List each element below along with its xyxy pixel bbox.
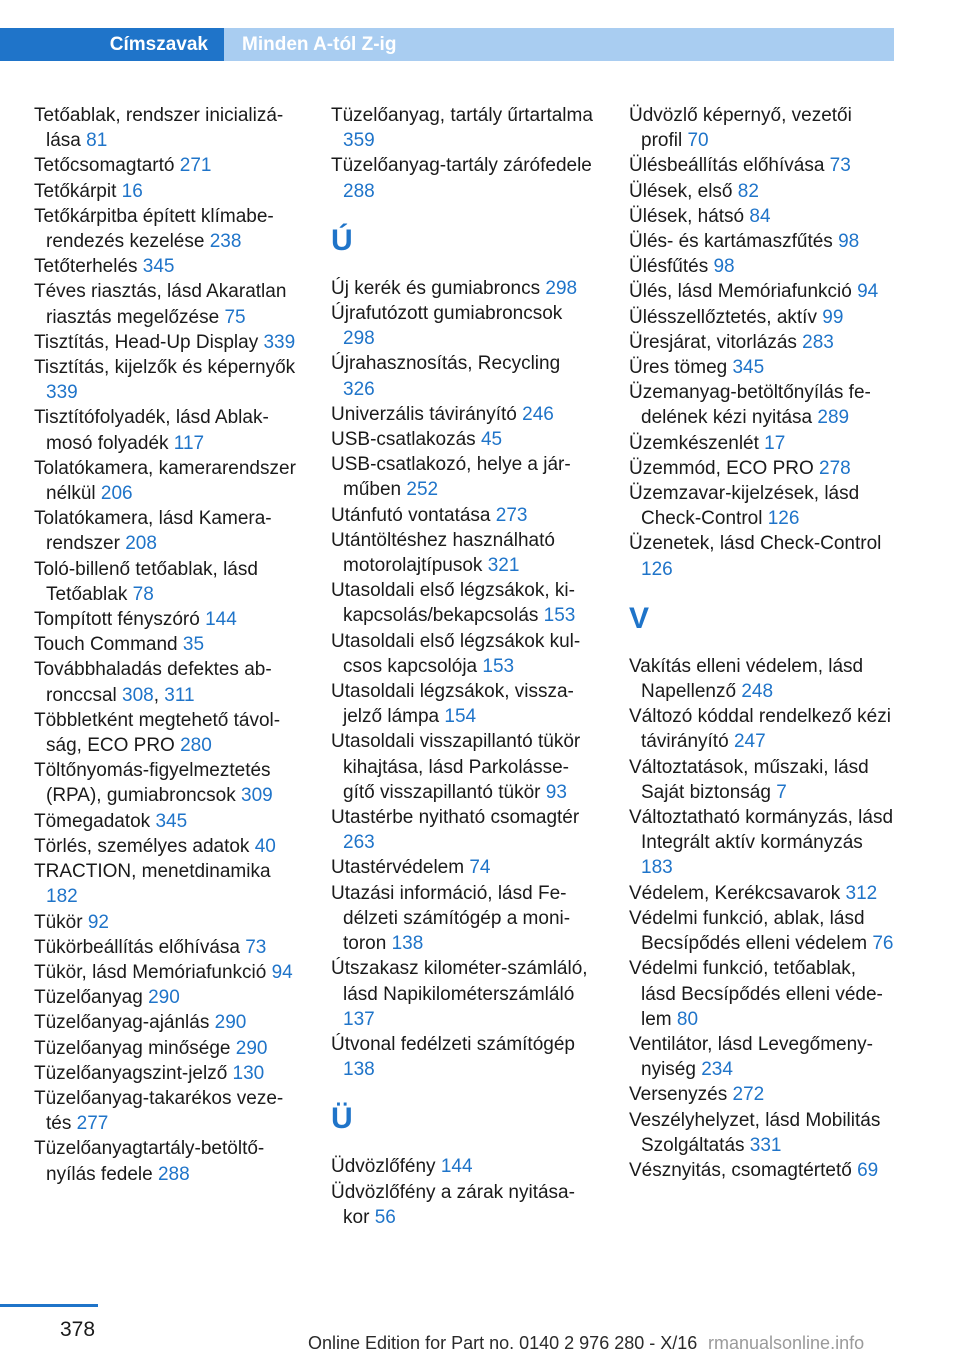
index-entry-text: Tisztítófolyadék, lásd Ablakmosó folyadék [34, 407, 269, 454]
index-entry-text: Új kerék és gumiabroncs [331, 277, 546, 299]
index-entry-text: Utántöltéshez használható motorolajtípusok [331, 529, 555, 577]
index-entry [331, 503, 593, 528]
index-entry [629, 254, 895, 279]
index-entry [331, 276, 593, 301]
page-link[interactable]: 153 [543, 605, 576, 627]
index-entry-text: Változó kóddal rendelkező kézi távirányító [629, 706, 891, 753]
index-entry-text: Üdvözlőfény a zárak nyitásakor [331, 1181, 575, 1228]
index-entry [331, 427, 593, 452]
index-entry-text: Tömegadatok [34, 810, 156, 832]
index-entry-text: Üzemzavar-kijelzések, lásd Check-Control [629, 483, 860, 530]
index-entry-text: USB-csatlakozó, helye a járműben [331, 454, 571, 501]
page-link[interactable]: 182 [46, 886, 78, 908]
index-entry [331, 578, 593, 628]
page-link[interactable]: 271 [179, 155, 212, 177]
page-link[interactable]: 144 [205, 609, 237, 631]
index-entry-text: Tükörbeállítás előhívása [34, 936, 246, 958]
index-entry [629, 456, 895, 481]
index-entry [34, 557, 296, 607]
index-entry-text: Tüzelőanyag, tartály űrtartalma [331, 105, 593, 126]
index-entry [331, 153, 593, 203]
page-link[interactable]: 308 [122, 684, 154, 706]
index-entry [629, 481, 895, 531]
tab-keywords[interactable]: Címszavak [0, 28, 224, 61]
page-link[interactable]: 277 [76, 1113, 109, 1135]
index-entry [331, 956, 593, 1032]
page-link[interactable]: 290 [235, 1037, 268, 1059]
index-entry [34, 1086, 296, 1136]
index-entry [629, 179, 895, 204]
index-entry [331, 528, 593, 578]
page-link[interactable]: 247 [733, 731, 766, 753]
index-entry-text: Újrahasznosítás, Recycling [331, 353, 561, 375]
index-entry [331, 452, 593, 502]
page-link[interactable]: 84 [749, 205, 771, 227]
index-entry-text: Vakítás elleni védelem, lásd Napellenző [629, 655, 864, 703]
page-link[interactable]: 290 [148, 987, 180, 1009]
page-link[interactable]: 290 [214, 1012, 247, 1034]
index-entry-text: Utánfutó vontatása [331, 504, 496, 526]
page-link[interactable]: 154 [444, 706, 477, 728]
page-link[interactable]: 7 [776, 781, 787, 803]
index-entry-text: Üzenetek, lásd Check-Control [629, 533, 882, 555]
index-entry-text: Törlés, személyes adatok [34, 835, 255, 857]
index-entry-text: Üdvözlő képernyő, vezetői profil [629, 105, 852, 152]
index-entry [34, 1036, 296, 1061]
index-entry-text: Tetőkárpitba épített klímaberendezés kezelése [34, 205, 274, 253]
index-entry [629, 279, 895, 304]
page-link[interactable]: 70 [687, 130, 709, 152]
index-entry [629, 229, 895, 254]
index-entry [629, 881, 895, 906]
index-entry-text: Utastérbe nyitható csomagtér [331, 807, 580, 829]
page-link[interactable]: 74 [469, 857, 491, 879]
index-entry [629, 755, 895, 805]
index-entry-text: Üres tömeg [629, 357, 733, 379]
index-entry-text: Tetőablak, rendszer inicializálása [34, 105, 284, 152]
index-entry-text: Tolatókamera, kamerarendszer nélkül [34, 457, 296, 505]
page-link[interactable]: 339 [263, 331, 296, 353]
page-link[interactable]: 238 [209, 231, 242, 253]
index-entry [629, 1158, 895, 1183]
index-entry [34, 330, 296, 355]
section-letter: Ú [331, 223, 353, 257]
page-link[interactable]: 331 [749, 1134, 782, 1156]
page-link[interactable]: 263 [343, 832, 375, 854]
index-entry [629, 355, 895, 380]
watermark-text: rmanualsonline.info [708, 1333, 865, 1353]
index-entry-text: Tetőcsomagtartó [34, 155, 180, 177]
index-entry [331, 1032, 593, 1082]
page-link[interactable]: 283 [802, 331, 834, 353]
index-entry [34, 254, 296, 279]
index-entry-text: TRACTION, menetdinamika [34, 861, 271, 883]
index-entry-text: Ülésbeállítás előhívása [629, 155, 830, 177]
index-entry-text: Versenyzés [629, 1084, 733, 1106]
index-entry [629, 431, 895, 456]
index-entry [629, 380, 895, 430]
section-letter: V [629, 601, 650, 635]
page-link[interactable]: 56 [374, 1206, 396, 1228]
index-entry [331, 402, 593, 427]
index-entry-text: Tüzelőanyag [34, 987, 149, 1009]
page-link[interactable]: 138 [343, 1059, 375, 1081]
tab-a-to-z[interactable]: Minden A-tól Z-ig [224, 28, 894, 61]
page-link[interactable]: 126 [767, 508, 800, 530]
index-entry-text: Ülésszellőztetés, aktív [629, 306, 823, 328]
index-entry-text: Téves riasztás, lásd Akaratlan riasztás megelőzése [34, 281, 287, 328]
page-link[interactable]: 73 [245, 936, 267, 958]
index-entry-text: Tisztítás, Head-Up Display [34, 331, 264, 353]
page-link[interactable]: 76 [872, 933, 894, 955]
index-entry [629, 1082, 895, 1107]
page-link[interactable]: 138 [391, 933, 424, 955]
index-entry [34, 355, 296, 405]
footer-rule [0, 1304, 98, 1307]
index-entry [34, 859, 296, 909]
page-link[interactable]: 288 [343, 180, 375, 202]
index-entry [629, 1032, 895, 1082]
index-entry [34, 708, 296, 758]
index-entry-text: Vésznyitás, csomagtértető [629, 1159, 858, 1181]
page-link[interactable]: 298 [343, 328, 375, 350]
page-link[interactable]: 246 [522, 403, 554, 425]
index-entry [34, 910, 296, 935]
index-entry-text: USB-csatlakozás [331, 429, 481, 451]
index-entry-text: Tetőkárpit [34, 180, 122, 202]
page-link[interactable]: 280 [180, 735, 212, 757]
index-entry [629, 906, 895, 956]
index-entry-text: Üresjárat, vitorlázás [629, 331, 803, 353]
index-entry-text: Tüzelőanyag minősége [34, 1037, 236, 1059]
index-entry [629, 1108, 895, 1158]
index-entry [34, 834, 296, 859]
index-entry [331, 729, 593, 805]
page-link[interactable]: 183 [641, 857, 673, 879]
page-link[interactable]: 206 [100, 483, 133, 505]
page-link[interactable]: 16 [121, 180, 143, 202]
page-link[interactable]: 92 [87, 911, 109, 933]
page-link[interactable]: 80 [676, 1008, 699, 1030]
page-link[interactable]: 288 [157, 1163, 190, 1185]
index-entry-text: Védelmi funkció, ablak, lásd Becsípődés elleni védelem [629, 907, 873, 955]
index-entry-text: Továbbhaladás defektes abronccsal [34, 659, 272, 706]
header-tabs [0, 28, 894, 61]
index-entry [34, 456, 296, 506]
index-entry-text: Többletként megtehető távolság, ECO PRO [34, 709, 281, 757]
index-entry-text: Ülések, első [629, 180, 738, 202]
index-entry [331, 103, 593, 153]
index-entry [629, 204, 895, 229]
page-link[interactable]: 73 [829, 155, 851, 177]
page-link[interactable]: 345 [155, 810, 188, 832]
page-link[interactable]: 278 [819, 457, 851, 479]
index-entry [34, 960, 296, 985]
page-link[interactable]: 98 [713, 256, 735, 278]
index-column-1 [34, 103, 296, 1187]
index-entry-text: Toló-billenő tetőablak, lásd Tetőablak [34, 558, 258, 605]
index-entry-text: Tükör, lásd Memóriafunkció [34, 961, 272, 983]
page-link[interactable]: 82 [737, 180, 759, 202]
page-link[interactable]: 326 [343, 378, 375, 400]
index-entry [331, 1180, 593, 1230]
page-link[interactable]: 99 [822, 306, 844, 328]
page-link[interactable]: 78 [132, 583, 154, 605]
index-entry [629, 305, 895, 330]
index-entry [331, 351, 593, 401]
page-link[interactable]: 289 [817, 407, 850, 429]
index-entry-text: Utasoldali visszapillantó tükör kihajtása, lásd Parkolássegítő visszapillantó tükör [331, 731, 581, 803]
index-entry-text: Üzemanyag-betöltőnyílás fedelének kézi nyitása [629, 382, 871, 429]
page-link[interactable]: 311 [164, 684, 195, 706]
page-link[interactable]: 153 [482, 655, 515, 677]
index-entry-text: Ülések, hátsó [629, 205, 750, 227]
page-link[interactable]: 234 [701, 1059, 733, 1081]
index-entry: Továbbhaladás defektes abronccsal 308, 311 [34, 659, 272, 706]
index-entry-text: Utastérvédelem [331, 857, 470, 879]
index-entry-text: Változtatások, műszaki, lásd Saját biztonság [629, 756, 869, 803]
index-entry-text: Ülés, lásd Memóriafunkció [629, 281, 858, 303]
page-link[interactable]: 130 [232, 1062, 265, 1084]
page-link[interactable]: 81 [86, 130, 108, 152]
index-entry-text: Üzemmód, ECO PRO [629, 457, 820, 479]
index-entry-text: Üdvözlőfény [331, 1156, 441, 1178]
index-entry [629, 330, 895, 355]
index-entry-text: Útszakasz kilométer-számláló, lásd Napikilométerszámláló [331, 958, 588, 1005]
index-entry-text: Tüzelőanyag-takarékos vezetés [34, 1087, 284, 1135]
index-entry [629, 805, 895, 881]
page-link[interactable]: 273 [495, 504, 528, 526]
index-entry-text: Védelem, Kerékcsavarok [629, 882, 846, 904]
index-entry [34, 103, 296, 153]
index-entry [34, 809, 296, 834]
page-link[interactable]: 93 [545, 781, 567, 803]
page-link[interactable]: 117 [173, 432, 205, 454]
index-entry [629, 531, 895, 581]
index-entry-text: Ülés- és kartámaszfűtés [629, 231, 839, 253]
index-entry [629, 956, 895, 1032]
index-entry-text: Útvonal fedélzeti számítógép [331, 1033, 575, 1055]
index-entry-text: Tüzelőanyagtartály-betöltőnyílás fedele [34, 1138, 265, 1185]
page-number: 378 [60, 1318, 96, 1341]
index-entry-text: Ülésfűtés [629, 256, 714, 278]
index-entry [34, 179, 296, 204]
page-link[interactable]: 359 [343, 130, 375, 152]
page-link[interactable]: 137 [343, 1008, 375, 1030]
index-entry [34, 632, 296, 657]
index-entry-text: Tisztítás, kijelzők és képernyők [34, 357, 296, 379]
index-entry-text: Tompított fényszóró [34, 609, 206, 631]
page-link[interactable]: 17 [764, 432, 786, 454]
index-entry [34, 279, 296, 329]
index-entry [331, 805, 593, 855]
page-link[interactable]: 345 [732, 357, 765, 379]
page-link[interactable]: 94 [857, 281, 879, 303]
index-entry [629, 153, 895, 178]
index-entry-text: Tetőterhelés [34, 256, 143, 278]
index-entry-text: Tüzelőanyag-tartály zárófedele [331, 155, 592, 177]
index-entry-text: Változtatható kormányzás, lásd Integrált aktív kormányzás [629, 807, 894, 854]
page-link[interactable]: 45 [480, 429, 503, 451]
index-entry [34, 1061, 296, 1086]
index-entry-text: Utasoldali első légzsákok, kikapcsolás/bekapcsolás [331, 580, 575, 627]
section-letter: Ü [331, 1102, 353, 1136]
page-link[interactable]: 248 [741, 681, 774, 703]
index-entry-text: Utasoldali légzsákok, visszajelző lámpa [331, 681, 574, 728]
index-entry-text: Tolatókamera, lásd Kamerarendszer [34, 508, 272, 555]
index-entry [34, 607, 296, 632]
index-entry-text: Ventilátor, lásd Levegőmenynyiség [629, 1033, 873, 1081]
index-entry [34, 405, 296, 455]
index-entry [34, 204, 296, 254]
index-entry [331, 1154, 593, 1179]
index-entry [629, 654, 895, 704]
index-column-3 [629, 103, 895, 1183]
page-link[interactable]: 126 [641, 558, 673, 580]
page-link[interactable]: 339 [46, 382, 78, 404]
page-link[interactable]: 345 [142, 256, 175, 278]
index-entry-text: Tükör [34, 911, 88, 933]
page-link[interactable]: 69 [857, 1159, 879, 1181]
index-entry [34, 506, 296, 556]
page-link[interactable]: 40 [254, 835, 276, 857]
index-entry [331, 881, 593, 957]
page-link[interactable]: 272 [732, 1084, 765, 1106]
page-link[interactable]: 75 [224, 306, 246, 328]
page-link[interactable]: 252 [406, 479, 439, 501]
index-entry [34, 153, 296, 178]
page-link[interactable]: 309 [241, 785, 273, 807]
index-entry [331, 679, 593, 729]
index-entry [34, 1136, 296, 1186]
index-entry-text: Töltőnyomás-figyelmeztetés (RPA), gumiabroncsok [34, 760, 271, 807]
index-entry-text: Védelmi funkció, tetőablak, lásd Becsípődés elleni védelem [629, 958, 883, 1030]
index-entry-text: Tüzelőanyagszint-jelző [34, 1062, 233, 1084]
index-entry-text: Újrafutózott gumiabroncsok [331, 303, 563, 325]
page-link[interactable]: 94 [271, 961, 293, 983]
index-entry [34, 758, 296, 808]
page-link[interactable]: 298 [545, 277, 578, 299]
index-entry-text: Utazási információ, lásd Fedélzeti számítógép a monitoron [331, 882, 571, 955]
page-link[interactable]: 208 [125, 533, 157, 555]
index-entry [629, 103, 895, 153]
page-link[interactable]: 312 [845, 882, 878, 904]
index-entry-text: Tüzelőanyag-ajánlás [34, 1012, 215, 1034]
page-link[interactable]: 321 [487, 555, 520, 577]
index-entry [34, 1010, 296, 1035]
index-entry [331, 629, 593, 679]
index-entry [331, 855, 593, 880]
index-entry [331, 301, 593, 351]
index-entry-text: Veszélyhelyzet, lásd Mobilitás Szolgáltatás [629, 1109, 881, 1156]
page-link[interactable]: 98 [838, 231, 860, 253]
index-entry-text: Üzemkészenlét [629, 432, 765, 454]
page-link[interactable]: 35 [182, 634, 205, 656]
index-entry-text: Utasoldali első légzsákok kulcsos kapcsolója [331, 630, 581, 677]
index-entry [34, 935, 296, 960]
index-entry [34, 985, 296, 1010]
index-entry-text: Univerzális távirányító [331, 403, 523, 425]
index-column-2 [331, 103, 593, 1230]
edition-text: Online Edition for Part no. 0140 2 976 280 - X/16 [308, 1333, 698, 1353]
index-entry [629, 704, 895, 754]
page-link[interactable]: 144 [440, 1156, 473, 1178]
index-entry-text: Touch Command [34, 634, 183, 656]
